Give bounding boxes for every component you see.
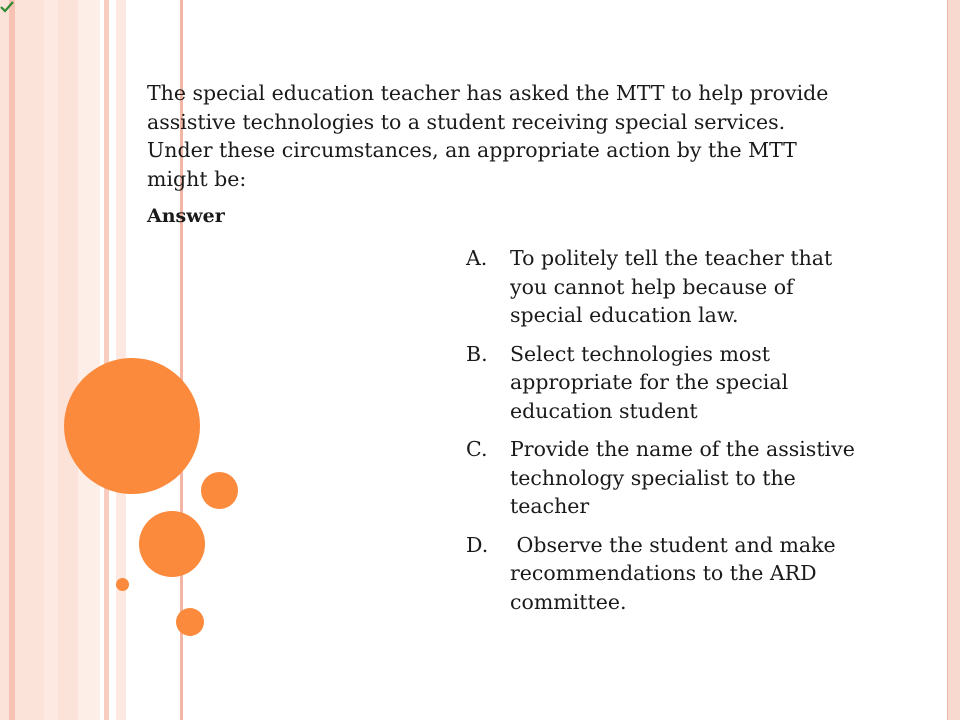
- decor-circle-large: [64, 358, 200, 494]
- left-stripe-line: [104, 0, 109, 720]
- option-d[interactable]: [466, 531, 866, 617]
- decor-circle-small: [176, 608, 204, 636]
- right-frame: [947, 0, 960, 720]
- option-letter: D.: [466, 532, 489, 557]
- option-a[interactable]: [466, 244, 866, 330]
- option-letter: B.: [466, 341, 488, 366]
- option-letter: C.: [466, 437, 488, 461]
- left-stripe-line: [9, 0, 15, 720]
- left-stripe-line: [44, 0, 58, 720]
- answer-options: [466, 244, 866, 626]
- answer-label: Answer: [147, 205, 225, 227]
- option-text: Provide the name of the assistive technology specialist to the teacher: [510, 437, 862, 518]
- question-text: The special education teacher has asked the MTT to help provide assistive technologies to a student receiving special services. Under these circumstances, an appropriate action by the MTT might be:: [147, 81, 829, 191]
- option-text: Select technologies most appropriate for the special education student: [510, 341, 795, 423]
- check-icon: [0, 0, 14, 14]
- decor-circle-medium: [139, 511, 205, 577]
- decor-circle-small: [201, 472, 238, 509]
- option-b[interactable]: [466, 340, 866, 426]
- option-text: Observe the student and make recommendations to the ARD committee.: [510, 532, 843, 614]
- option-letter: A.: [466, 246, 488, 270]
- option-c[interactable]: [466, 435, 866, 521]
- left-stripe-line: [78, 0, 100, 720]
- decor-circle-tiny: [116, 578, 129, 591]
- option-text: To politely tell the teacher that you cannot help because of special education law.: [510, 246, 839, 327]
